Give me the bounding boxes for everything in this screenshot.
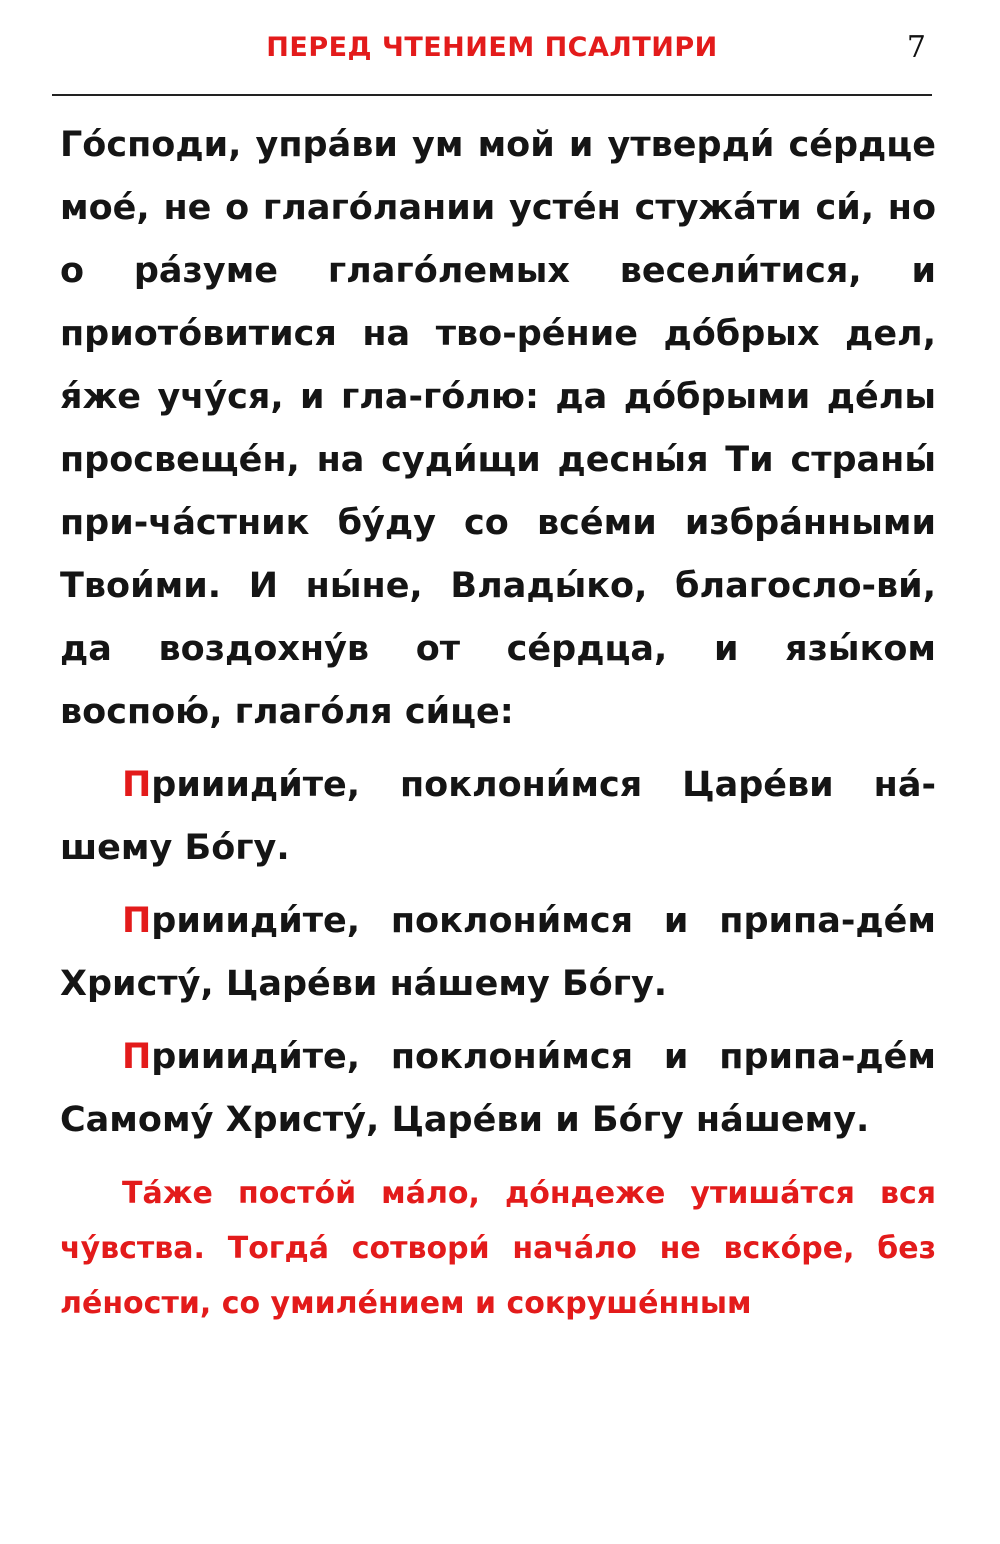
red-initial: П: [122, 765, 152, 805]
page-number: 7: [906, 30, 926, 65]
invocation-3: [60, 1026, 936, 1152]
running-title: ПЕРЕД ЧТЕНИЕМ ПСАЛТИРИ: [266, 32, 718, 63]
rubric-instruction: Та́же посто́й ма́ло, до́ндеже утиша́тся вся чу́вства. Тогда́ сотвори́ нача́ло не вско́ре, без ле́ности, со умиле́нием и сокруше́нным: [60, 1176, 936, 1321]
invocation-text: риииди́те, поклони́мся Царе́ви на́-шему Бо́гу.: [60, 765, 936, 868]
red-initial: П: [122, 1037, 152, 1077]
red-initial: П: [122, 901, 152, 941]
invocation-text: риииди́те, поклони́мся и припа-де́м Христу́, Царе́ви на́шему Бо́гу.: [60, 901, 936, 1004]
invocation-2: [60, 890, 936, 1016]
invocation-1: [60, 754, 936, 880]
body-text: [60, 114, 936, 1331]
prayer-continuation: Го́споди, упра́ви ум мой и утверди́ се́рдце мое́, не о глаго́лании усте́н стужа́ти си́, но о ра́зуме глаго́лемых весели́тися, и приото́витися на тво-ре́ние до́брых дел, я́же учу́ся, и гла-го́лю: да до́брыми де́лы просвеще́н, на суди́щи десны́я Ти страны́ при-ча́стник бу́ду со все́ми избра́нными Твои́ми. И ны́не, Влады́ко, благосло-ви́, да воздохну́в от се́рдца, и язы́ком воспою́, глаго́ля си́це:: [60, 125, 936, 732]
header-rule: [52, 94, 932, 96]
invocation-text: риииди́те, поклони́мся и припа-де́м Самому́ Христу́, Царе́ви и Бо́гу на́шему.: [60, 1037, 936, 1140]
running-head: [52, 28, 932, 72]
